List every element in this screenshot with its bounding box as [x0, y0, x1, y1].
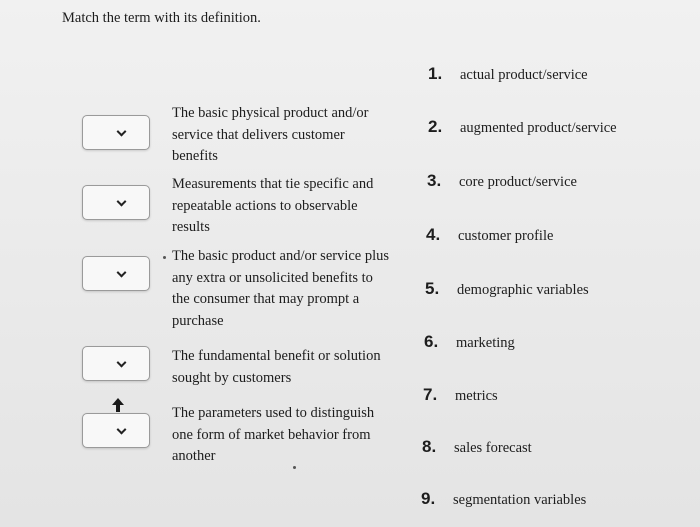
definition-2: Measurements that tie specific and repeatable actions to observable results [172, 176, 374, 235]
match-select-3[interactable] [82, 256, 150, 291]
chevron-down-icon [117, 126, 127, 136]
term-label: demographic variables [457, 282, 589, 298]
chevron-down-icon [117, 357, 127, 367]
term-label: customer profile [458, 228, 554, 244]
term-number: 5. [425, 279, 440, 298]
term-label: sales forecast [454, 440, 532, 456]
term-8 [422, 437, 532, 457]
term-number: 9. [421, 489, 436, 508]
term-4 [426, 225, 553, 245]
term-1 [428, 64, 588, 84]
term-2 [428, 117, 617, 137]
question-title: Match the term with its definition. [62, 10, 261, 26]
term-label: segmentation variables [453, 492, 587, 508]
term-number: 4. [426, 225, 441, 244]
term-label: actual product/service [460, 67, 588, 83]
term-label: core product/service [459, 174, 577, 190]
term-number: 8. [422, 437, 437, 456]
term-number: 7. [423, 385, 438, 404]
term-3 [427, 171, 577, 191]
term-number: 1. [428, 64, 443, 83]
term-label: metrics [455, 388, 498, 404]
term-5 [425, 279, 589, 299]
term-label: marketing [456, 335, 515, 351]
match-select-5[interactable] [82, 413, 150, 448]
chevron-down-icon [117, 424, 127, 434]
term-6 [424, 332, 515, 352]
match-select-1[interactable] [82, 115, 150, 150]
definition-1: The basic physical product and/or service that delivers customer benefits [172, 105, 369, 164]
term-label: augmented product/service [460, 120, 617, 136]
term-9 [421, 489, 586, 509]
term-7 [423, 385, 498, 405]
definition-5: The parameters used to distinguish one form of market behavior from another [172, 405, 375, 464]
stray-dot [163, 256, 166, 259]
term-number: 2. [428, 117, 443, 136]
term-number: 6. [424, 332, 439, 351]
definition-3: The basic product and/or service plus any extra or unsolicited benefits to the consumer that may prompt a purchase [172, 248, 390, 329]
match-select-2[interactable] [82, 185, 150, 220]
chevron-down-icon [117, 196, 127, 206]
stray-dot [293, 466, 296, 469]
definition-4: The fundamental benefit or solution sought by customers [172, 348, 381, 386]
term-number: 3. [427, 171, 442, 190]
match-select-4[interactable] [82, 346, 150, 381]
chevron-down-icon [117, 267, 127, 277]
mouse-pointer-icon [112, 398, 124, 412]
